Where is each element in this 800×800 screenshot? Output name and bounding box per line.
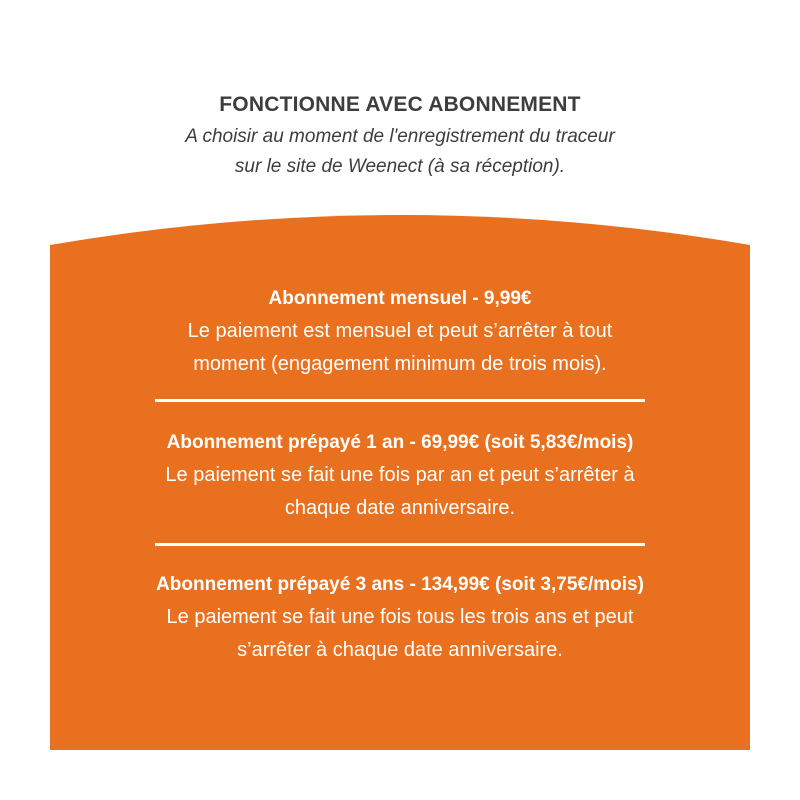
header	[0, 88, 800, 182]
plan-monthly	[50, 282, 750, 381]
plan-prepaid-3-years	[50, 568, 750, 667]
divider	[155, 543, 645, 546]
plan-description-line: s’arrêter à chaque date anniversaire.	[237, 639, 563, 661]
plan-description-line: moment (engagement minimum de trois mois).	[193, 353, 607, 375]
divider	[155, 399, 645, 402]
subtitle-line-2: sur le site de Weenect (à sa réception).	[234, 156, 566, 177]
plan-description-line: Le paiement se fait une fois par an et peut s’arrêter à	[165, 464, 635, 486]
plan-title: Abonnement mensuel - 9,99€	[268, 288, 532, 309]
plan-description-line: Le paiement se fait une fois tous les trois ans et peut	[166, 606, 634, 628]
pricing-panel	[50, 200, 750, 750]
plan-description-line: chaque date anniversaire.	[284, 497, 516, 519]
plan-title: Abonnement prépayé 1 an - 69,99€ (soit 5,83€/mois)	[166, 432, 634, 453]
plan-description-line: Le paiement est mensuel et peut s’arrêter à tout	[187, 320, 613, 342]
page-title: FONCTIONNE AVEC ABONNEMENT	[219, 93, 581, 116]
subtitle-line-1: A choisir au moment de l'enregistrement du traceur	[185, 126, 615, 147]
plan-prepaid-1-year	[50, 426, 750, 525]
plan-title: Abonnement prépayé 3 ans - 134,99€ (soit 3,75€/mois)	[156, 574, 644, 595]
